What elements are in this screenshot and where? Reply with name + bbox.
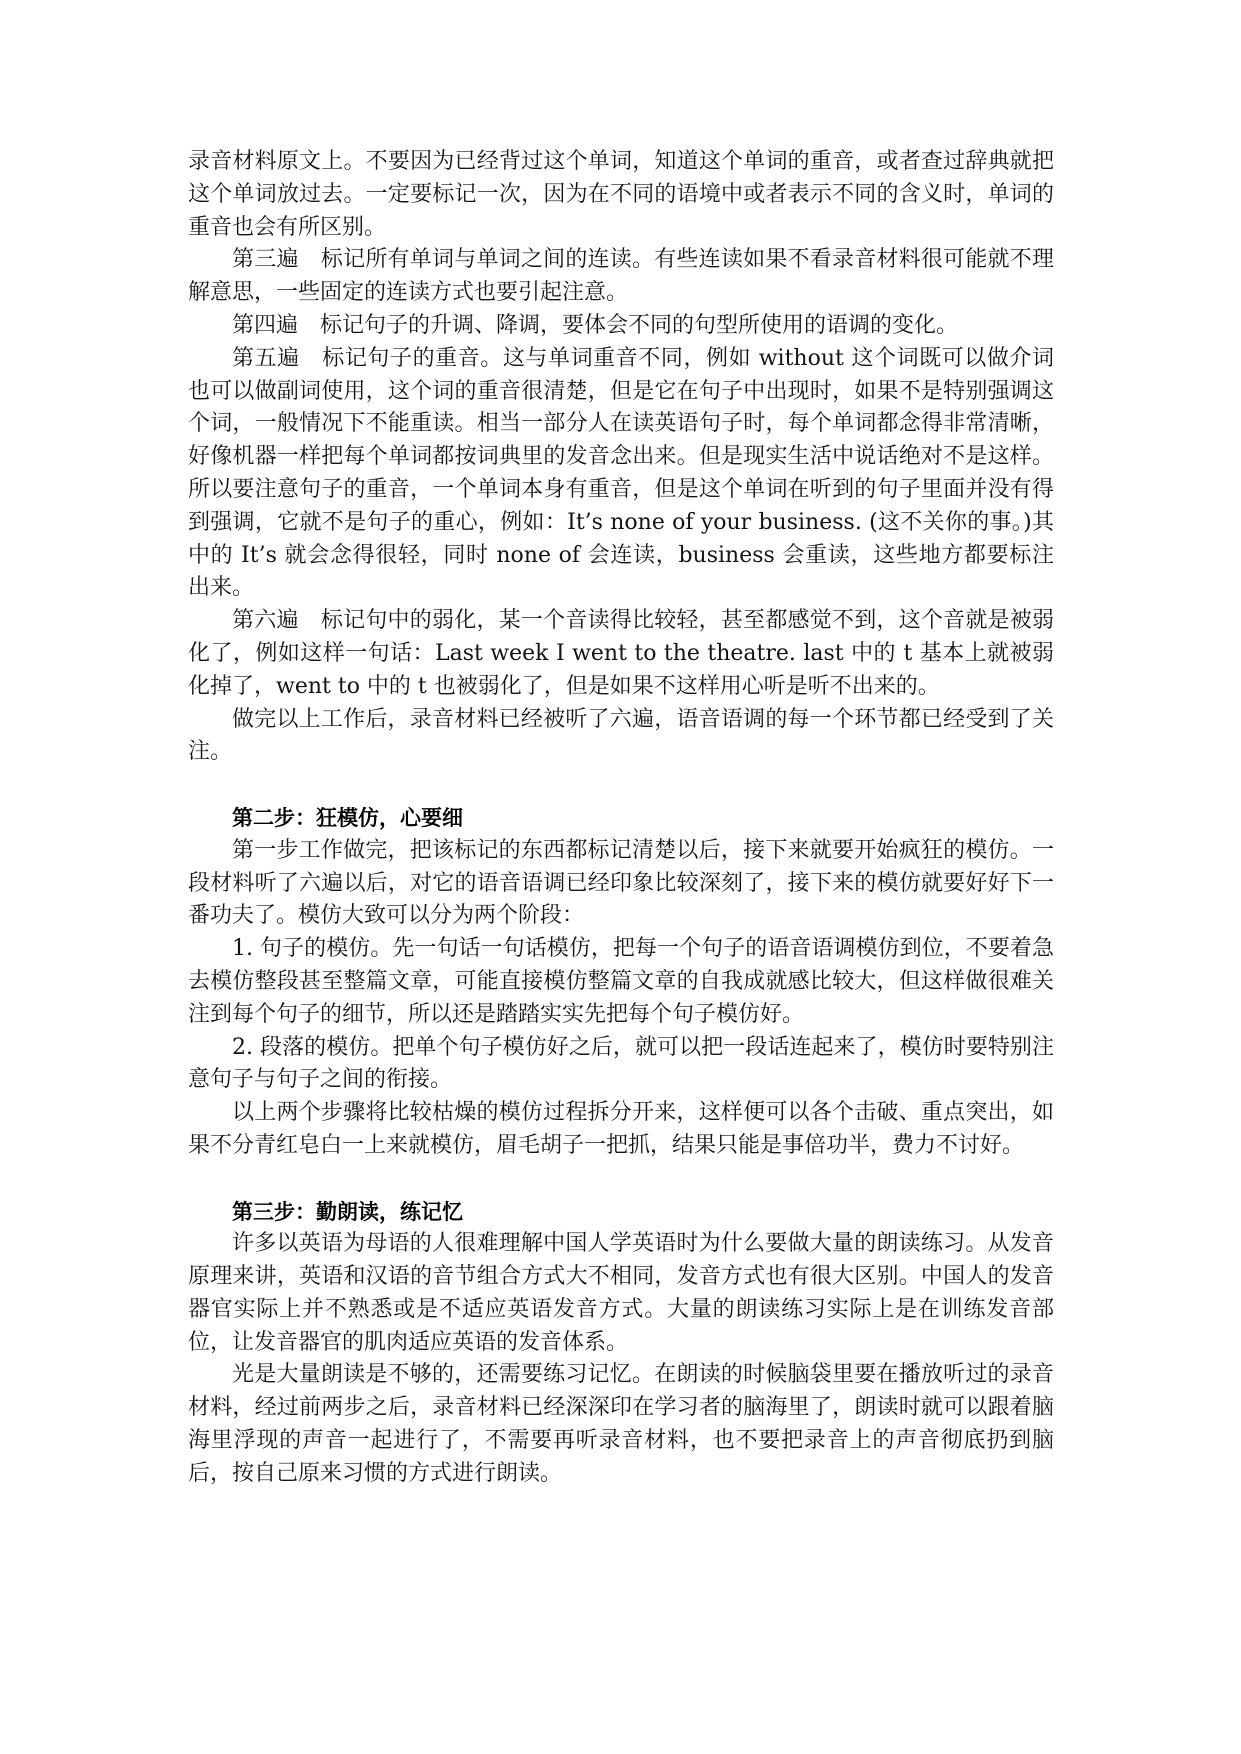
section-spacer xyxy=(188,1163,1054,1196)
paragraph-sentence-imitation: 1. 句子的模仿。先一句话一句话模仿，把每一个句子的语音语调模仿到位，不要着急去模仿整段甚至整篇文章，可能直接模仿整篇文章的自我成就感比较大，但这样做很难关注到每个句子的细节，所以还是踏踏实实先把每个句子模仿好。 xyxy=(188,936,1054,1027)
paragraph-sixth-pass: 第六遍 标记句中的弱化，某一个音读得比较轻，甚至都感觉不到，这个音就是被弱化了，例如这样一句话：Last week I went to the theatre. last 中的 t 基本上就被弱化掉了，went to 中的 t 也被弱化了，但是如果不这样用心听是听不出来的。 xyxy=(188,608,1054,699)
paragraph-third-pass: 第三遍 标记所有单词与单词之间的连读。有些连读如果不看录音材料很可能就不理解意思，一些固定的连读方式也要引起注意。 xyxy=(188,247,1054,306)
paragraph-step-two-intro: 第一步工作做完，把该标记的东西都标记清楚以后，接下来就要开始疯狂的模仿。一段材料听了六遍以后，对它的语音语调已经印象比较深刻了，接下来的模仿就要好好下一番功夫了。模仿大致可以分为两个阶段： xyxy=(188,837,1054,929)
document-body xyxy=(188,146,1054,1491)
paragraph-summary: 做完以上工作后，录音材料已经被听了六遍，语音语调的每一个环节都已经受到了关注。 xyxy=(188,706,1054,765)
paragraph-passage-imitation: 2. 段落的模仿。把单个句子模仿好之后，就可以把一段话连起来了，模仿时要特别注意句子与句子之间的衔接。 xyxy=(188,1034,1054,1093)
paragraph-memory-practice: 光是大量朗读是不够的，还需要练习记忆。在朗读的时候脑袋里要在播放听过的录音材料，经过前两步之后，录音材料已经深深印在学习者的脑海里了，朗读时就可以跟着脑海里浮现的声音一起进行了，不需要再听录音材料，也不要把录音上的声音彻底扔到脑后，按自己原来习惯的方式进行朗读。 xyxy=(188,1362,1054,1486)
paragraph-continuation: 录音材料原文上。不要因为已经背过这个单词，知道这个单词的重音，或者查过辞典就把这个单词放过去。一定要标记一次，因为在不同的语境中或者表示不同的含义时，单词的重音也会有所区别。 xyxy=(188,149,1054,240)
paragraph-fourth-pass: 第四遍 标记句子的升调、降调，要体会不同的句型所使用的语调的变化。 xyxy=(232,312,959,338)
section-heading-step-two: 第二步：狂模仿，心要细 xyxy=(232,805,463,830)
paragraph-step-two-summary: 以上两个步骤将比较枯燥的模仿过程拆分开来，这样便可以各个击破、重点突出，如果不分青红皂白一上来就模仿，眉毛胡子一把抓，结果只能是事倍功半，费力不讨好。 xyxy=(188,1100,1054,1158)
paragraph-fifth-pass: 第五遍 标记句子的重音。这与单词重音不同，例如 without 这个词既可以做介词也可以做副词使用，这个词的重音很清楚，但是它在句子中出现时，如果不是特别强调这个词，一般情况下不能重读。相当一部分人在读英语句子时，每个单词都念得非常清晰，好像机器一样把每个单词都按词典里的发音念出来。但是现实生活中说话绝对不是这样。所以要注意句子的重音，一个单词本身有重音，但是这个单词在听到的句子里面并没有得到强调，它就不是句子的重心，例如：It’s none of your business. (这不关你的事。)其中的 It’s 就会念得很轻，同时 none of 会连读，business 会重读，这些地方都要标注出来。 xyxy=(188,345,1054,601)
section-spacer xyxy=(188,769,1054,802)
paragraph-step-three-intro: 许多以英语为母语的人很难理解中国人学英语时为什么要做大量的朗读练习。从发音原理来讲，英语和汉语的音节组合方式大不相同，发音方式也有很大区别。中国人的发音器官实际上并不熟悉或是不适应英语发音方式。大量的朗读练习实际上是在训练发音部位，让发音器官的肌肉适应英语的发音体系。 xyxy=(188,1231,1054,1355)
section-heading-step-three: 第三步：勤朗读，练记忆 xyxy=(232,1199,463,1224)
